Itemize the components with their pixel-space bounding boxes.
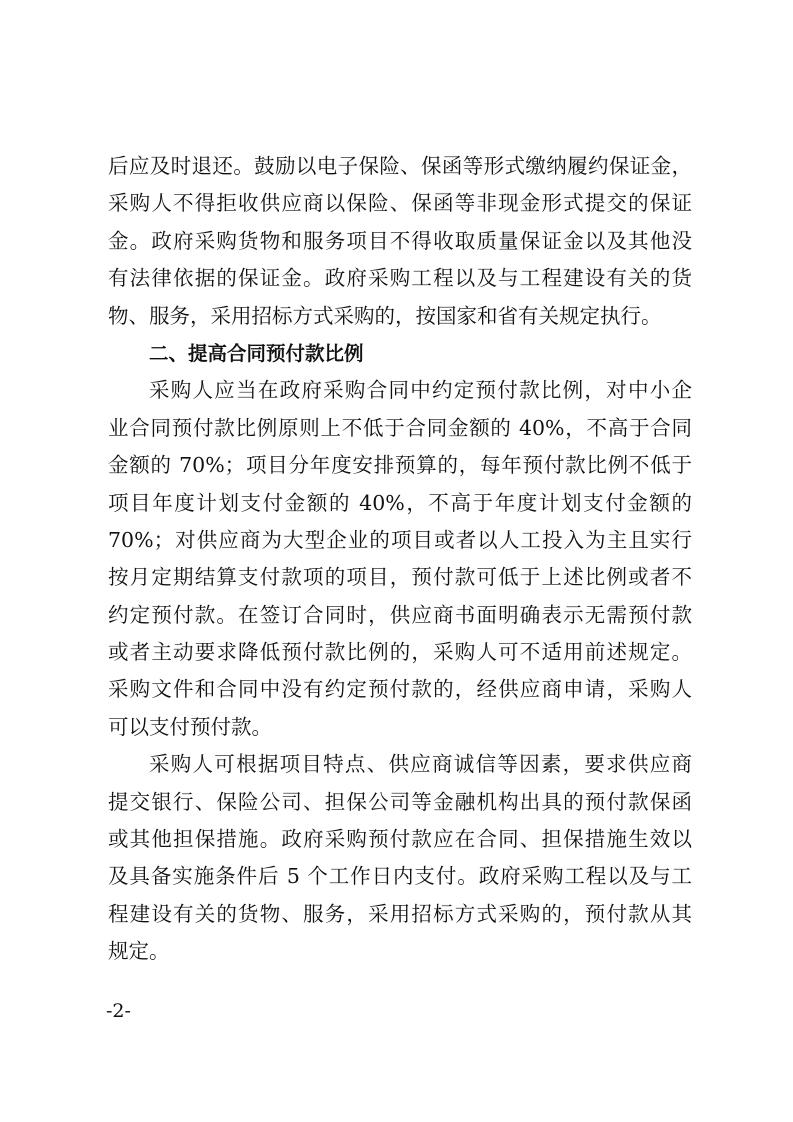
text-line: 或其他担保措施。政府采购预付款应在合同、担保措施生效以	[108, 827, 692, 852]
paragraph-deposit-continued	[108, 148, 692, 335]
text-line: 金。政府采购货物和服务项目不得收取质量保证金以及其他没	[108, 228, 692, 253]
text-line: 采购人不得拒收供应商以保险、保函等非现金形式提交的保证	[108, 191, 692, 216]
text-line: 及具备实施条件后 5 个工作日内支付。政府采购工程以及与工	[108, 864, 692, 889]
text-line: 项目年度计划支付金额的 40%，不高于年度计划支付金额的	[108, 490, 692, 515]
text-line: 采购文件和合同中没有约定预付款的，经供应商申请，采购人	[108, 677, 692, 702]
text-line: 采购人可根据项目特点、供应商诚信等因素，要求供应商	[149, 752, 692, 777]
paragraph-prepayment-guarantee	[108, 746, 692, 970]
text-line: 业合同预付款比例原则上不低于合同金额的 40%，不高于合同	[108, 415, 692, 440]
text-line: 或者主动要求降低预付款比例的，采购人可不适用前述规定。	[108, 640, 692, 665]
text-line: 程建设有关的货物、服务，采用招标方式采购的，预付款从其	[108, 901, 692, 926]
text-line: 提交银行、保险公司、担保公司等金融机构出具的预付款保函	[108, 789, 692, 814]
section-heading: 二、提高合同预付款比例	[149, 341, 364, 365]
paragraph-prepayment-ratio	[108, 372, 692, 746]
text-line: 可以支付预付款。	[108, 714, 272, 739]
text-line: 物、服务，采用招标方式采购的，按国家和省有关规定执行。	[108, 303, 662, 328]
text-line: 有法律依据的保证金。政府采购工程以及与工程建设有关的货	[108, 266, 692, 291]
text-line: 金额的 70%；项目分年度安排预算的，每年预付款比例不低于	[108, 453, 692, 478]
text-line: 采购人应当在政府采购合同中约定预付款比例，对中小企	[149, 378, 692, 403]
document-body	[108, 148, 692, 971]
text-line: 按月定期结算支付款项的项目，预付款可低于上述比例或者不	[108, 565, 692, 590]
text-line: 70%；对供应商为大型企业的项目或者以人工投入为主且实行	[108, 527, 692, 552]
text-line: 规定。	[108, 939, 170, 964]
text-line: 约定预付款。在签订合同时，供应商书面明确表示无需预付款	[108, 602, 692, 627]
text-line: 后应及时退还。鼓励以电子保险、保函等形式缴纳履约保证金，	[108, 154, 692, 178]
page-number: -2-	[106, 1000, 131, 1022]
